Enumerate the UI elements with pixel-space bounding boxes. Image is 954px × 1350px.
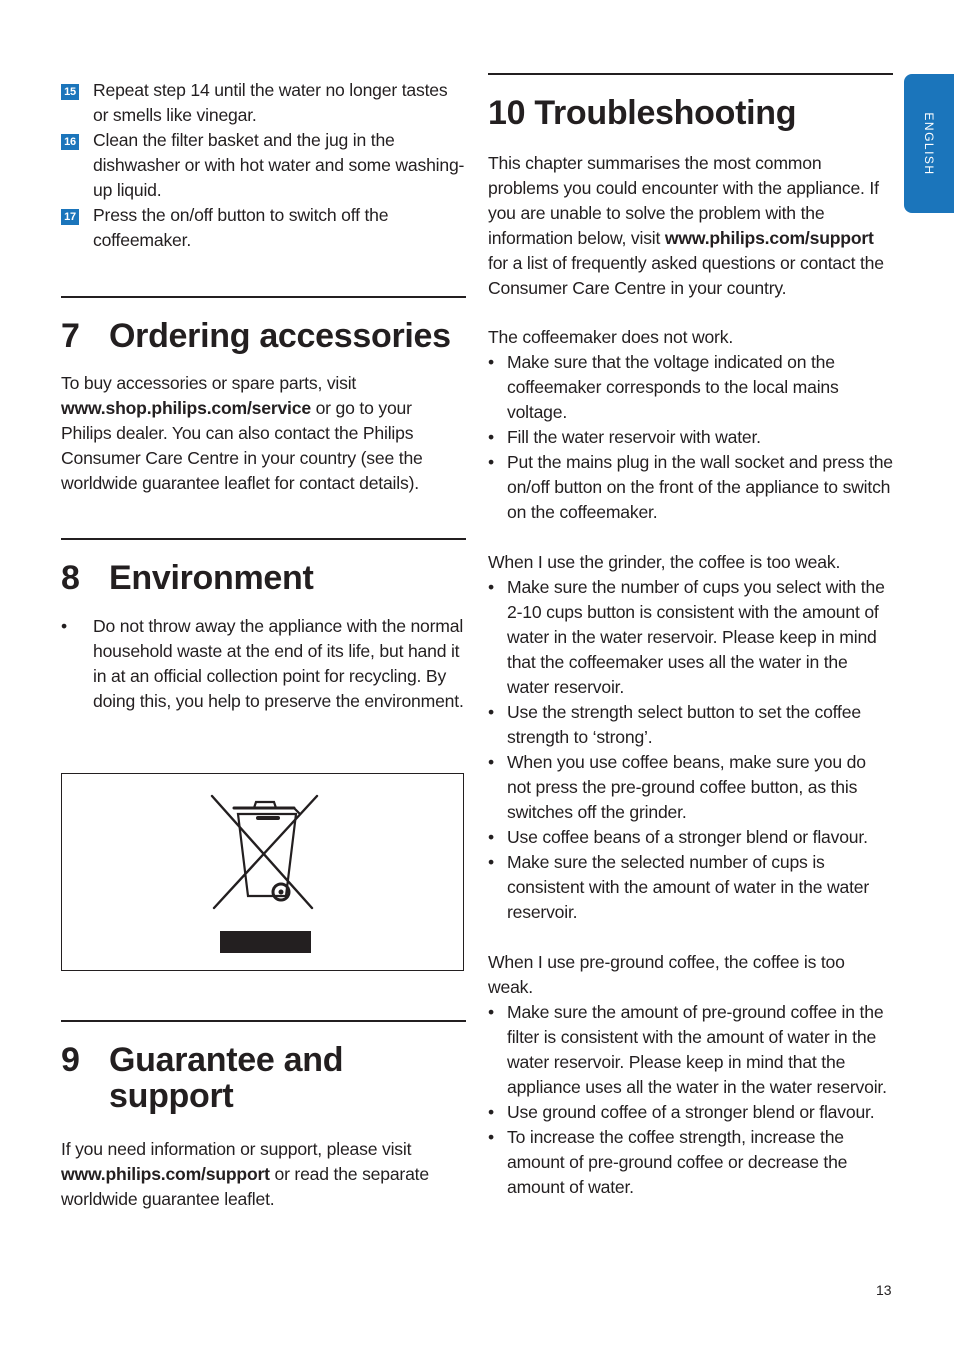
bullet-marker: • <box>488 852 494 872</box>
problem-title: When I use pre-ground coffee, the coffee is too weak. <box>488 952 845 997</box>
language-tab-label: ENGLISH <box>922 111 936 176</box>
solution-item <box>488 700 893 750</box>
section-title-line1: Guarantee and <box>109 1041 344 1079</box>
step-item <box>61 203 466 253</box>
step-item <box>61 78 466 128</box>
solution-item <box>488 825 893 850</box>
solution-text: Put the mains plug in the wall socket and press the on/off button on the front of the appliance to switch on the coffeemaker. <box>507 452 893 522</box>
section-divider <box>61 538 466 540</box>
solution-item <box>488 850 893 925</box>
solution-text: Fill the water reservoir with water. <box>507 427 761 447</box>
guarantee-text: If you need information or support, please visit <box>61 1139 412 1159</box>
philips-support-link[interactable]: www.philips.com/support <box>664 228 874 248</box>
solution-text: Use the strength select button to set the coffee strength to ‘strong’. <box>507 702 861 747</box>
ordering-text-cont: or go to your Philips dealer. You can also contact the Philips Consumer Care Centre in your country (see the worldwide guarantee leaflet for contact details). <box>61 398 423 493</box>
bullet-marker: • <box>488 352 494 372</box>
bullet-marker: • <box>488 427 494 447</box>
left-column <box>61 78 466 714</box>
solution-text: Use ground coffee of a stronger blend or flavour. <box>507 1102 875 1122</box>
section-heading-troubleshooting: 10 Troubleshooting <box>488 94 797 132</box>
solution-text: Make sure the selected number of cups is consistent with the amount of water in the water reservoir. <box>507 852 870 922</box>
problem-title: When I use the grinder, the coffee is too weak. <box>488 552 841 572</box>
section-divider <box>61 1020 466 1022</box>
right-column <box>488 73 893 1200</box>
guarantee-paragraph <box>61 1137 466 1212</box>
steps-list <box>61 78 466 253</box>
section-divider <box>61 296 466 298</box>
step-text: Press the on/off button to switch off the coffeemaker. <box>93 205 389 250</box>
solution-text: Use coffee beans of a stronger blend or flavour. <box>507 827 868 847</box>
solution-text: Make sure that the voltage indicated on the coffeemaker corresponds to the local mains voltage. <box>507 352 839 422</box>
solution-item <box>488 425 893 450</box>
ordering-paragraph <box>61 371 466 496</box>
solution-item <box>488 1100 893 1125</box>
step-number-badge: 17 <box>61 209 79 225</box>
solution-item <box>488 1125 893 1200</box>
solution-item <box>488 1000 893 1100</box>
bullet-marker: • <box>61 616 67 636</box>
section-title-line2: support <box>109 1077 234 1115</box>
section-number: 8 <box>61 559 80 597</box>
step-number-badge: 16 <box>61 134 79 150</box>
step-text: Clean the filter basket and the jug in the dishwasher or with hot water and some washing-up liquid. <box>93 130 465 200</box>
problem-block <box>488 325 893 525</box>
bullet-marker: • <box>488 702 494 722</box>
bullet-marker: • <box>488 827 494 847</box>
section-divider <box>488 73 893 75</box>
bullet-text: Do not throw away the appliance with the normal household waste at the end of its life, but hand it in at an official collection point for recycling. By doing this, you help to preserve the environment. <box>93 616 464 711</box>
section-number: 9 <box>61 1041 80 1079</box>
section-number: 7 <box>61 317 80 355</box>
step-text: Repeat step 14 until the water no longer tastes or smells like vinegar. <box>93 80 448 125</box>
problem-title: The coffeemaker does not work. <box>488 327 734 347</box>
bullet-marker: • <box>488 1102 494 1122</box>
solution-item <box>488 750 893 825</box>
section-title: Ordering accessories <box>109 317 451 355</box>
section-title: Environment <box>109 559 314 597</box>
problem-block <box>488 950 893 1200</box>
solution-text: Make sure the number of cups you select with the 2-10 cups button is consistent with the amount of water in the water reservoir. Please keep in mind that the coffeemaker uses all the water in the water reservoir. <box>507 577 885 697</box>
troubleshooting-intro <box>488 151 893 301</box>
solution-text: To increase the coffee strength, increase the amount of pre-ground coffee or decrease the amount of water. <box>507 1127 848 1197</box>
step-item <box>61 128 466 203</box>
bullet-marker: • <box>488 752 494 772</box>
guarantee-text-cont: or read the separate worldwide guarantee leaflet. <box>61 1164 429 1209</box>
bullet-marker: • <box>488 452 494 472</box>
environment-bullet <box>61 614 466 714</box>
guarantee-section <box>61 1020 466 1212</box>
step-number-badge: 15 <box>61 84 79 100</box>
solution-item <box>488 450 893 525</box>
page-number: 13 <box>876 1282 892 1298</box>
support-link[interactable]: www.philips.com/support <box>61 1164 270 1184</box>
weee-symbol-box <box>61 773 464 971</box>
solution-item <box>488 575 893 700</box>
problem-block <box>488 550 893 925</box>
section-heading-ordering <box>61 318 466 354</box>
shop-link[interactable]: www.shop.philips.com/service <box>61 398 311 418</box>
bullet-marker: • <box>488 1127 494 1147</box>
solution-text: Make sure the amount of pre-ground coffee in the filter is consistent with the amount of water in the water reservoir. Please keep in mind that the appliance uses all the water in the water reservoir. <box>507 1002 887 1097</box>
solution-item <box>488 350 893 425</box>
intro-text: This chapter summarises the most common problems you could encounter with the appliance. If you are unable to solve the problem with the information below, visit <box>488 153 879 248</box>
bullet-marker: • <box>488 1002 494 1022</box>
solution-text: When you use coffee beans, make sure you do not press the pre-ground coffee button, as this switches off the grinder. <box>507 752 866 822</box>
ordering-text: To buy accessories or spare parts, visit <box>61 373 357 393</box>
intro-text-cont: for a list of frequently asked questions or contact the Consumer Care Centre in your country. <box>488 253 884 298</box>
section-heading-environment <box>61 560 466 596</box>
crossed-out-wheelie-bin-icon <box>62 774 463 970</box>
section-heading-guarantee <box>61 1042 466 1114</box>
language-tab <box>904 74 954 213</box>
bullet-marker: • <box>488 577 494 597</box>
